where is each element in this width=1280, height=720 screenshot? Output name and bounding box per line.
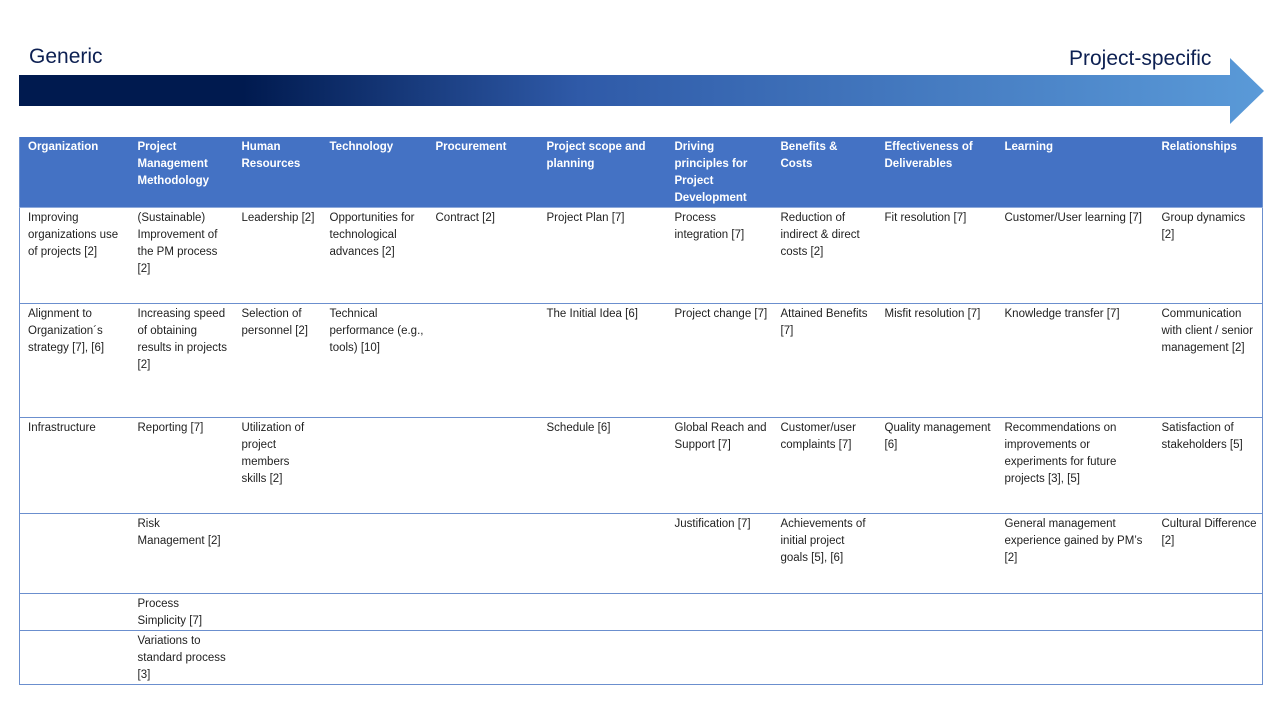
table-cell	[539, 514, 667, 594]
table-cell: Technical performance (e.g., tools) [10]	[322, 304, 428, 418]
table-cell	[539, 594, 667, 631]
table-cell: Leadership [2]	[234, 208, 322, 304]
header-effectiveness-of-deliverables: Effectiveness of Deliverables	[877, 137, 997, 208]
table-cell: Process Simplicity [7]	[130, 594, 234, 631]
table-cell: (Sustainable) Improvement of the PM process [2]	[130, 208, 234, 304]
table-cell: Infrastructure	[20, 418, 130, 514]
table-cell: Misfit resolution [7]	[877, 304, 997, 418]
generic-label: Generic	[29, 45, 103, 68]
table-cell: Contract [2]	[428, 208, 539, 304]
header-benefits-and-costs: Benefits & Costs	[773, 137, 877, 208]
table-cell	[667, 631, 773, 685]
header-organization: Organization	[20, 137, 130, 208]
table-cell	[20, 631, 130, 685]
table-cell	[20, 594, 130, 631]
table-cell: Opportunities for technological advances [2]	[322, 208, 428, 304]
table-cell	[428, 631, 539, 685]
table-cell	[234, 594, 322, 631]
table-cell: Global Reach and Support [7]	[667, 418, 773, 514]
table-row	[20, 514, 1263, 594]
table-cell	[322, 418, 428, 514]
table-cell: Increasing speed of obtaining results in projects [2]	[130, 304, 234, 418]
table-row	[20, 304, 1263, 418]
table-cell	[997, 631, 1154, 685]
table-cell: Attained Benefits [7]	[773, 304, 877, 418]
table-cell: Group dynamics [2]	[1154, 208, 1263, 304]
table-cell: Improving organizations use of projects [2]	[20, 208, 130, 304]
header-relationships: Relationships	[1154, 137, 1263, 208]
arrow-shape	[19, 58, 1264, 124]
table-cell: Utilization of project members skills [2]	[234, 418, 322, 514]
table-cell: The Initial Idea [6]	[539, 304, 667, 418]
table-cell	[234, 631, 322, 685]
header-driving-principles: Driving principles for Project Development	[667, 137, 773, 208]
factors-table	[19, 137, 1263, 685]
table-cell	[1154, 631, 1263, 685]
table-cell: Selection of personnel [2]	[234, 304, 322, 418]
table-cell: Customer/user complaints [7]	[773, 418, 877, 514]
table-cell: Recommendations on improvements or experiments for future projects [3], [5]	[997, 418, 1154, 514]
table-row	[20, 594, 1263, 631]
table-row	[20, 208, 1263, 304]
project-specific-label: Project-specific	[1069, 47, 1212, 70]
table-cell	[1154, 594, 1263, 631]
table-row	[20, 418, 1263, 514]
table-cell: Project change [7]	[667, 304, 773, 418]
table-cell	[20, 514, 130, 594]
table-cell: General management experience gained by PM’s [2]	[997, 514, 1154, 594]
table-cell: Project Plan [7]	[539, 208, 667, 304]
table-cell: Quality management [6]	[877, 418, 997, 514]
header-procurement: Procurement	[428, 137, 539, 208]
table-cell	[428, 514, 539, 594]
table-cell	[877, 594, 997, 631]
table-cell	[322, 514, 428, 594]
table-cell: Reporting [7]	[130, 418, 234, 514]
table-cell: Fit resolution [7]	[877, 208, 997, 304]
table-cell	[428, 418, 539, 514]
header-row	[20, 137, 1263, 208]
table-cell	[539, 631, 667, 685]
table-cell	[997, 594, 1154, 631]
table-cell: Customer/User learning [7]	[997, 208, 1154, 304]
table-cell	[877, 514, 997, 594]
table-row	[20, 631, 1263, 685]
table-cell: Knowledge transfer [7]	[997, 304, 1154, 418]
header-learning: Learning	[997, 137, 1154, 208]
table-cell: Schedule [6]	[539, 418, 667, 514]
table-cell: Communication with client / senior management [2]	[1154, 304, 1263, 418]
table-cell: Achievements of initial project goals [5], [6]	[773, 514, 877, 594]
table-cell: Alignment to Organization´s strategy [7], [6]	[20, 304, 130, 418]
table-cell: Satisfaction of stakeholders [5]	[1154, 418, 1263, 514]
table-cell	[667, 594, 773, 631]
header-human-resources: Human Resources	[234, 137, 322, 208]
table-cell	[428, 594, 539, 631]
table-cell: Process integration [7]	[667, 208, 773, 304]
table-cell	[322, 594, 428, 631]
header-project-scope-and-planning: Project scope and planning	[539, 137, 667, 208]
table-cell	[234, 514, 322, 594]
gradient-arrow	[19, 58, 1264, 124]
table-cell: Reduction of indirect & direct costs [2]	[773, 208, 877, 304]
table-cell: Variations to standard process [3]	[130, 631, 234, 685]
table-cell	[428, 304, 539, 418]
table-cell	[773, 631, 877, 685]
table-cell: Justification [7]	[667, 514, 773, 594]
table-cell	[773, 594, 877, 631]
table-cell	[322, 631, 428, 685]
table-cell: Risk Management [2]	[130, 514, 234, 594]
header-technology: Technology	[322, 137, 428, 208]
table-cell: Cultural Difference [2]	[1154, 514, 1263, 594]
table-cell	[877, 631, 997, 685]
header-project-management-methodology: Project Management Methodology	[130, 137, 234, 208]
